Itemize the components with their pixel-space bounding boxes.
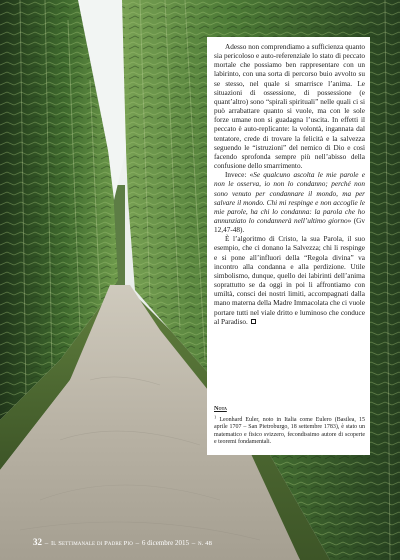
scripture-quote: Se qualcuno ascolta le mie parole e non le osserva, io non lo condanno; perché non sono venuto per condannare il mondo, ma per salvare il mondo. Chi mi respinge e non accoglie le mie parole, ha chi lo condanna: la parola che ho annunziato lo condannerà nell’ultimo giorno [214,171,365,225]
closing-paragraph [214,235,365,327]
footnote-text: Leonhard Euler, noto in Italia come Eulero (Basilea, 15 aprile 1707 – San Pietroburgo, 18 settembre 1783), è stato un matematico e fisico svizzero, fecondissimo autore di scoperte e teoremi fondamentali. [214,416,365,446]
article-paragraph: Adesso non comprendiamo a sufficienza quanto sia pericoloso e auto-referenziale lo stato di peccato mortale che possiamo ben rappresentare con un labirinto, con una sorta di percorso buio avvolto su se stesso, nel quale si smarrisce l’anima. Le situazioni di ossessione, di possessione (e quant’altro) sono “spirali spirituali” nelle quali ci si può arrabattare quanto si vuole, ma con le sole forze umane non si guadagna l’uscita. In effetti il peccato è auto-replicante: la volontà, ingannata dal tentatore, crede di trovare la felicità e la salvezza seguendo le “istruzioni” del nemico di Dio e così facendo sprofonda sempre più nell’abisso della confusione dello smarrimento. [214,43,365,171]
end-of-article-mark [251,319,256,324]
issue-number: n. 48 [197,540,212,547]
footnote-heading: Nota [214,405,227,412]
page-footer [33,537,212,548]
footer-separator: – [191,539,196,547]
issue-date: 6 dicembre 2015 [141,539,189,547]
publication-name: Il Settimanale di Padre Pio [51,540,133,547]
footer-separator: – [44,539,49,547]
article-panel [207,37,370,455]
page-number: 32 [33,537,42,547]
quote-intro: Invece: « [225,171,254,180]
quote-reference: » (Gv 12,47-48). [214,216,365,235]
quote-paragraph [214,171,365,235]
footer-separator: – [135,539,140,547]
closing-text: È l’algoritmo di Cristo, la sua Parola, il suo esempio, che ci donano la Salvezza; chi li respinge e si pone all’influori della “Regola divina” va incontro alla condanna e alla perdizione. Utile simbolismo, dunque, quello dei labirinti dell’anima soprattutto se da oggi in poi li affrontiamo con umiltà, consci dei nostri limiti, accompagnati dalla mano materna della Madre Immacolata che ci vuole portare tutti nel viale dritto e luminoso che conduce al Paradiso. [214,235,365,326]
footnote [214,405,365,447]
footnote-marker: 1 [214,414,217,420]
article-body [214,43,365,327]
